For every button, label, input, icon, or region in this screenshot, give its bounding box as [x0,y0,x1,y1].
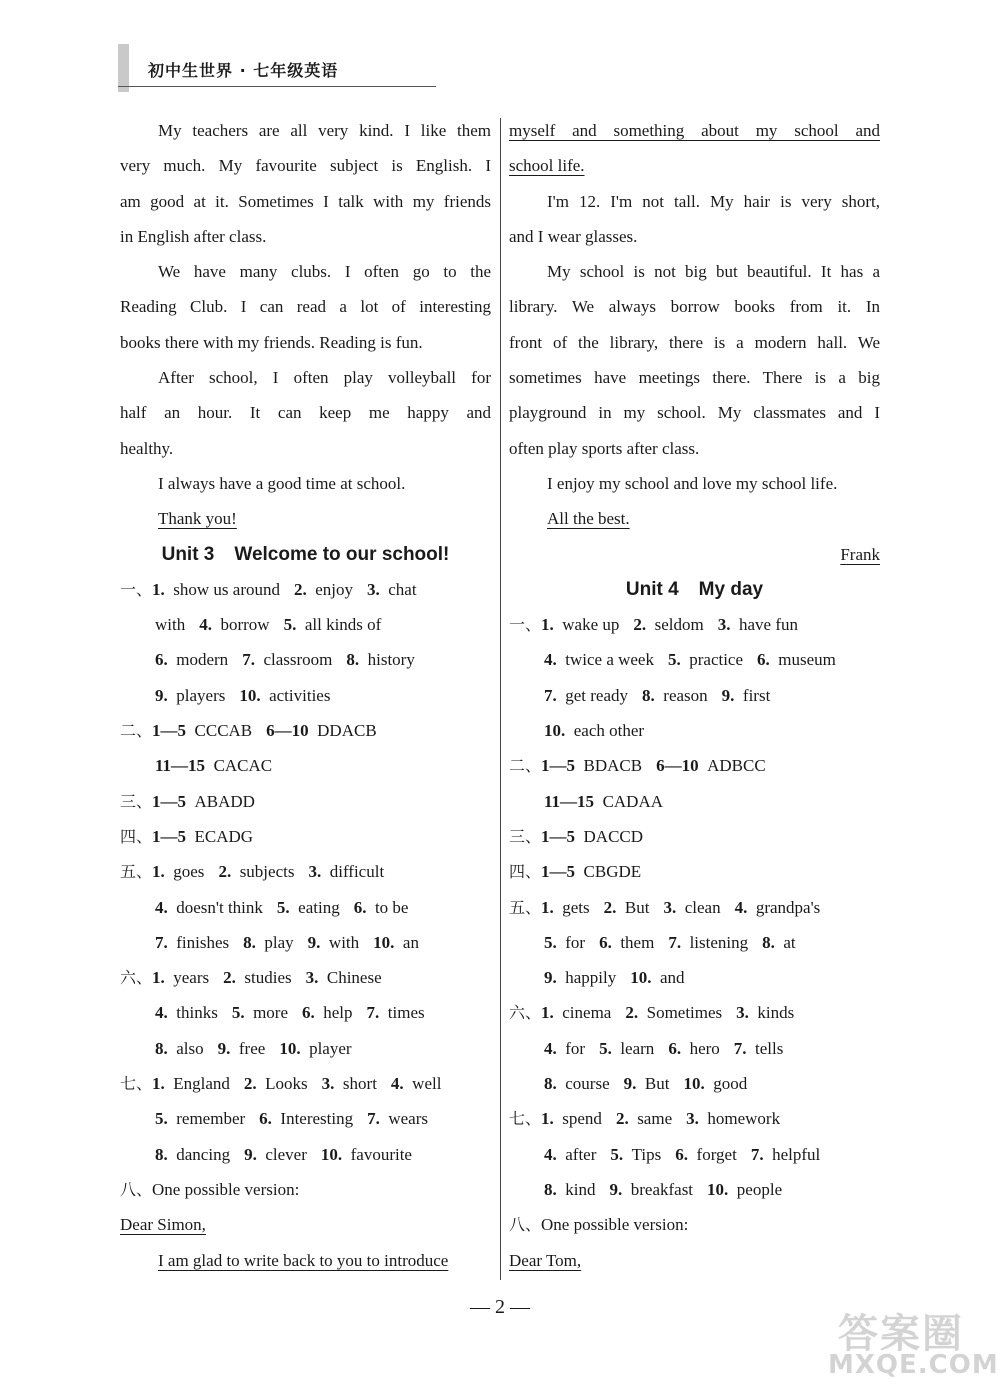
answer-number: 4. [155,1003,168,1023]
answer-text: same [637,1109,673,1129]
answer-text: studies [244,968,292,988]
answer-row [509,713,880,748]
answer-number: 2. [633,615,647,635]
answer-number: 7. [544,685,557,705]
answer-number: 4. [155,897,168,917]
letter-line: Reading Club. I can read a lot of interesting [120,297,491,317]
answer-text: kinds [757,1003,795,1023]
section-mark: 七、 [120,1074,153,1094]
answer-text: cinema [562,1003,612,1023]
answer-number: 6. [302,1003,315,1023]
answer-text: borrow [220,615,270,635]
answer-text: learn [620,1038,655,1058]
answer-text: seldom [654,615,704,635]
answer-number: 8. [544,1074,557,1094]
answer-text: tells [755,1038,784,1058]
answer-text: happily [565,968,617,988]
answer-text: ECADG [194,826,254,846]
answer-text: course [565,1074,610,1094]
section-mark: 六、 [120,968,153,988]
answer-text: people [736,1179,783,1199]
answer-number: 10. [239,685,261,705]
answer-text: gets [562,897,590,917]
answer-text: listening [689,932,749,952]
answer-row [509,995,880,1030]
answer-text: CACAC [213,756,273,776]
answer-text: first [742,685,771,705]
answer-text: history [367,650,415,670]
answer-text: help [323,1003,353,1023]
letter-line: sometimes have meetings there. There is a big [509,368,880,388]
watermark-cn: 答案圈 [838,1311,964,1357]
letter-line: books there with my friends. Reading is fun. [120,332,423,352]
watermark-en: MXQE.COM [828,1350,999,1380]
answer-text: chat [388,579,417,599]
answer-number: 5. [599,1038,612,1058]
answer-sections [509,607,880,1207]
section-mark: 五、 [120,862,153,882]
answer-text: Chinese [326,968,382,988]
letter-line: often play sports after class. [509,438,700,458]
answer-number: 4. [734,897,748,917]
answer-number: 9. [307,932,321,952]
letter-line: I always have a good time at school. [158,473,406,493]
answer-text: free [238,1038,266,1058]
answer-number: 7. [367,1109,380,1129]
answer-row [509,960,880,995]
answer-number: 6. [668,1038,682,1058]
section-mark: 五、 [509,897,542,917]
answer-text: with [155,615,186,635]
answer-text: wake up [562,615,620,635]
answer-number: 2. [243,1074,257,1094]
unit-title: Welcome to our school! [234,543,450,565]
answer-number: 1. [152,579,165,599]
answer-text: after [565,1144,597,1164]
answer-text: well [412,1074,442,1094]
answer-text: museum [778,650,836,670]
answer-text: hero [689,1038,720,1058]
answer-number: 1—5 [152,826,187,846]
answer-text: reason [663,685,708,705]
answer-number: 1. [541,615,554,635]
answer-text: to be [374,897,409,917]
answer-number: 2. [603,897,617,917]
answer-row [120,1066,491,1101]
answer-text: enjoy [315,579,354,599]
answer-text: BDACB [583,756,643,776]
answer-text: times [387,1003,425,1023]
answer-row [509,1137,880,1172]
section-text: One possible version: [152,1179,300,1199]
answer-text: practice [689,650,744,670]
answer-text: finishes [176,932,230,952]
answer-row [509,925,880,960]
page-number: — 2 — [470,1296,530,1318]
answer-number: 6. [259,1109,272,1129]
unit-heading [509,572,880,607]
answer-number: 5. [610,1144,624,1164]
answer-number: 2. [218,862,232,882]
answer-number: 8. [243,932,256,952]
answer-text: breakfast [630,1179,694,1199]
answer-number: 11—15 [544,791,595,811]
answer-row [509,854,880,889]
answer-row [509,642,880,677]
unit-number: Unit 3 [161,543,215,565]
answer-text: show us around [173,579,280,599]
answer-text: get ready [565,685,629,705]
answer-number: 1. [152,968,165,988]
answer-text: spend [562,1109,602,1129]
answer-number: 1. [152,1074,165,1094]
answer-text: subjects [239,862,295,882]
answer-text: CADAA [602,791,664,811]
answer-text: CBGDE [583,862,642,882]
answer-number: 7. [366,1003,380,1023]
answer-text: twice a week [565,650,654,670]
answer-number: 6. [155,650,168,670]
answer-text: clever [265,1144,307,1164]
answer-number: 9. [623,1074,637,1094]
answer-number: 10. [630,968,652,988]
answer-number: 3. [367,579,380,599]
section-mark: 二、 [509,756,542,776]
section-text: One possible version: [541,1215,689,1235]
answer-number: 8. [642,685,655,705]
section-mark: 七、 [509,1109,542,1129]
answer-text: short [342,1074,377,1094]
answer-row [120,960,491,995]
section-mark: 三、 [509,826,542,846]
answer-number: 3. [717,615,731,635]
answer-number: 5. [544,932,557,952]
letter-closing: Thank you! [158,509,237,529]
answer-row [120,995,491,1030]
answer-row [509,678,880,713]
answer-text: clean [684,897,721,917]
answer-text: classroom [263,650,333,670]
letter-line: My school is not big but beautiful. It has a [547,262,880,282]
answer-text: England [173,1074,230,1094]
answer-text: wears [388,1109,429,1129]
answer-text: years [173,968,210,988]
answer-text: homework [707,1109,781,1129]
answer-text: activities [269,685,331,705]
answer-text: at [783,932,796,952]
answer-text: thinks [176,1003,218,1023]
section-mark: 二、 [120,721,153,741]
header-accent-bar [118,44,129,92]
answer-number: 1—5 [152,721,187,741]
answer-text: remember [176,1109,246,1129]
answer-text: Tips [631,1144,662,1164]
answer-text: DACCD [583,826,644,846]
answer-number: 3. [308,862,322,882]
answer-number: 7. [668,932,682,952]
answer-number: 2. [625,1003,639,1023]
answer-number: 1. [541,1109,554,1129]
answer-text: modern [176,650,229,670]
answer-row [509,1066,880,1101]
answer-text: eating [298,897,340,917]
answer-text: favourite [350,1144,412,1164]
answer-number: 5. [283,615,297,635]
right-column [509,113,880,1278]
answer-number: 2. [615,1109,629,1129]
answer-number: 10. [279,1038,301,1058]
answer-text: for [565,1038,586,1058]
answer-number: 6—10 [656,756,699,776]
answer-number: 8. [155,1144,168,1164]
section-mark: 一、 [120,579,153,599]
answer-number: 8. [762,932,775,952]
answer-number: 3. [305,968,319,988]
answer-row [509,1101,880,1136]
answer-text: ABADD [194,791,255,811]
answer-number: 1. [152,862,165,882]
answer-number: 10. [320,1144,343,1164]
answer-number: 3. [736,1003,749,1023]
answer-number: 5. [276,897,290,917]
answer-number: 9. [155,685,168,705]
answer-number: 8. [346,650,360,670]
answer-number: 10. [707,1179,729,1199]
header-rule [118,86,436,87]
answer-row [509,607,880,642]
answer-text: Interesting [280,1109,354,1129]
answer-number: 11—15 [155,756,206,776]
answer-number: 3. [663,897,677,917]
section-mark: 三、 [120,791,153,811]
answer-number: 6. [599,932,612,952]
answer-number: 2. [293,579,307,599]
letter-line: I am glad to write back to you to introduce [158,1250,449,1270]
answer-number: 10. [544,721,566,741]
section-mark: 一、 [509,615,542,635]
answer-text: forget [696,1144,737,1164]
section-mark: 四、 [509,862,542,882]
letter-line: library. We always borrow books from it. In [509,297,880,317]
answer-row [120,678,491,713]
answer-number: 9. [217,1038,231,1058]
answer-text: for [565,932,586,952]
letter-greeting: Dear Simon, [120,1215,206,1235]
answer-text: players [176,685,226,705]
section-mark: 八、 [509,1215,542,1235]
answer-number: 3. [686,1109,699,1129]
answer-row [120,748,491,783]
answer-row [509,890,880,925]
answer-row [120,819,491,854]
answer-row [120,784,491,819]
answer-text: play [264,932,294,952]
answer-number: 7. [750,1144,764,1164]
answer-text: also [176,1038,204,1058]
letter-line: My teachers are all very kind. I like them [158,121,491,140]
unit-title: My day [698,578,764,600]
answer-text: kind [565,1179,596,1199]
letter-line: After school, I often play volleyball for [158,368,491,388]
letter-line: and I wear glasses. [509,226,638,246]
answer-row [120,854,491,889]
answer-row [120,1101,491,1136]
answer-number: 1. [541,897,554,917]
answer-text: difficult [329,862,385,882]
answer-number: 8. [155,1038,168,1058]
page-header [118,44,438,94]
section-mark: 四、 [120,826,153,846]
page-title: 初中生世界 · 七年级英语 [148,61,339,80]
answer-number: 8. [544,1179,557,1199]
answer-text: DDACB [317,721,377,741]
answer-number: 9. [721,685,735,705]
answer-row [120,572,491,607]
answer-row [120,890,491,925]
answer-text: goes [173,862,205,882]
letter-line: half an hour. It can keep me happy and [120,403,491,423]
unit-number: Unit 4 [625,578,679,600]
answer-text: But [644,1074,670,1094]
answer-number: 1—5 [541,862,576,882]
answer-number: 5. [667,650,681,670]
letter-line: I'm 12. I'm not tall. My hair is very short, [547,191,880,211]
letter-line: We have many clubs. I often go to the [158,262,491,282]
letter-signature: Frank [840,544,880,564]
answer-row [509,748,880,783]
answer-text: each other [573,721,645,741]
answer-text: all kinds of [304,615,382,635]
answer-text: them [620,932,655,952]
letter-line: myself and something about my school and [509,121,880,140]
answer-number: 4. [390,1074,404,1094]
answer-row [509,1172,880,1207]
letter-line: healthy. [120,438,174,458]
answer-text: Looks [265,1074,308,1094]
answer-text: an [402,932,419,952]
answer-number: 1—5 [541,756,576,776]
answer-number: 3. [321,1074,335,1094]
answer-text: more [253,1003,288,1023]
answer-text: Sometimes [646,1003,723,1023]
answer-text: ADBCC [707,756,766,776]
answer-text: and [660,968,685,988]
answer-number: 2. [223,968,236,988]
watermark-logo [820,1300,999,1384]
answer-number: 6. [353,897,367,917]
letter-line: I enjoy my school and love my school life. [547,473,838,493]
letter-line: am good at it. Sometimes I talk with my friends [120,191,491,211]
answer-sections [120,572,491,1172]
answer-text: have fun [739,615,799,635]
section-mark: 八、 [120,1179,153,1199]
answer-text: good [713,1074,748,1094]
unit-heading [120,537,491,572]
answer-number: 1—5 [541,826,576,846]
letter-line: in English after class. [120,226,267,246]
answer-number: 4. [544,1038,557,1058]
answer-text: helpful [772,1144,821,1164]
answer-row [120,713,491,748]
section-mark: 六、 [509,1003,542,1023]
answer-number: 7. [733,1038,747,1058]
letter-greeting: Dear Tom, [509,1250,582,1270]
answer-text: grandpa's [755,897,821,917]
answer-row [509,784,880,819]
answer-row [120,1137,491,1172]
letter-closing: All the best. [547,509,630,529]
answer-row [509,1031,880,1066]
answer-text: dancing [176,1144,231,1164]
answer-text: player [309,1038,352,1058]
answer-text: with [328,932,360,952]
answer-number: 7. [155,932,168,952]
answer-number: 9. [544,968,557,988]
answer-number: 6—10 [266,721,309,741]
answer-text: CCCAB [194,721,253,741]
column-divider [500,118,501,1280]
answer-number: 10. [683,1074,705,1094]
answer-text: doesn't think [176,897,263,917]
answer-number: 5. [231,1003,245,1023]
answer-number: 10. [373,932,395,952]
answer-number: 5. [155,1109,168,1129]
answer-row [509,819,880,854]
answer-number: 1. [541,1003,554,1023]
letter-line: school life. [509,156,585,176]
answer-number: 4. [544,1144,557,1164]
letter-line: front of the library, there is a modern hall. We [509,332,880,352]
answer-text: But [624,897,650,917]
answer-number: 1—5 [152,791,187,811]
answer-number: 6. [757,650,770,670]
answer-row [120,1031,491,1066]
answer-number: 4. [199,615,212,635]
answer-row [120,607,491,642]
letter-line: playground in my school. My classmates and I [509,403,880,423]
answer-number: 9. [609,1179,623,1199]
answer-number: 6. [675,1144,689,1164]
answer-number: 9. [244,1144,257,1164]
answer-number: 4. [544,650,557,670]
answer-row [120,925,491,960]
answer-row [120,642,491,677]
left-column [120,113,491,1278]
letter-line: very much. My favourite subject is English. I [120,156,491,176]
answer-number: 7. [242,650,255,670]
